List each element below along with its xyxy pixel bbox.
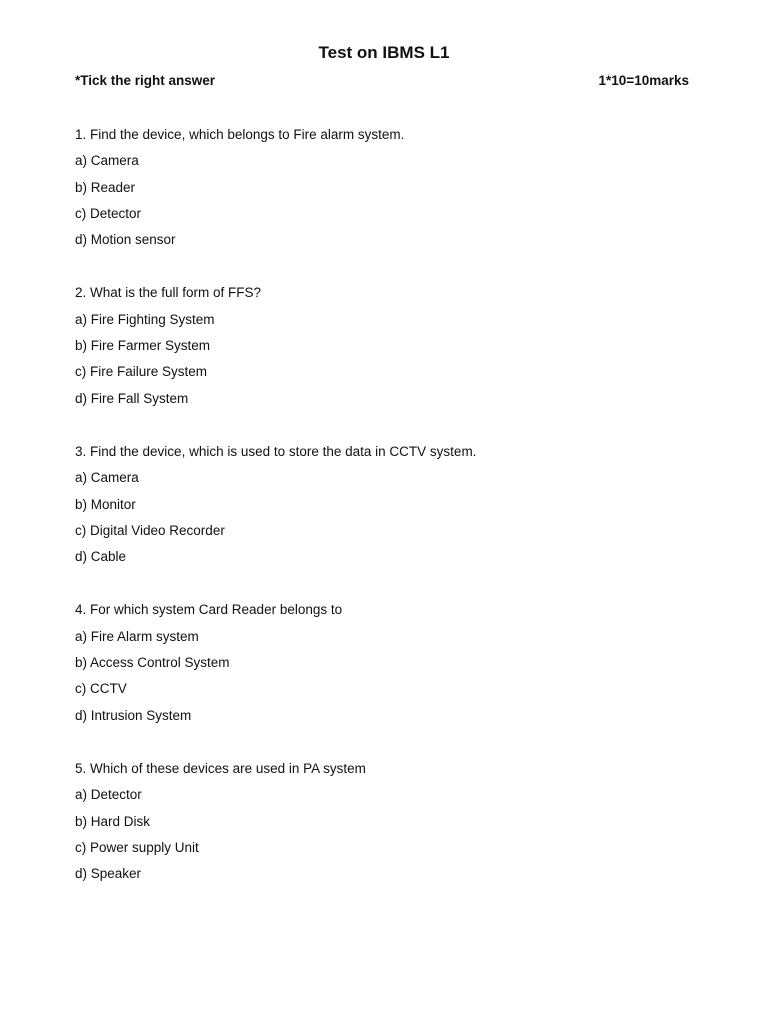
question-text: 1. Find the device, which belongs to Fire alarm system.: [75, 127, 405, 142]
instruction-row: [75, 73, 689, 88]
option-b[interactable]: b) Access Control System: [75, 655, 230, 671]
option-b[interactable]: b) Monitor: [75, 496, 136, 512]
option-a[interactable]: a) Camera: [75, 153, 139, 169]
option-a[interactable]: a) Fire Alarm system: [75, 628, 199, 644]
question-list: [75, 126, 715, 918]
option-a[interactable]: a) Camera: [75, 470, 139, 486]
question-3: [75, 443, 715, 574]
question-text: 2. What is the full form of FFS?: [75, 285, 262, 301]
option-d[interactable]: d) Cable: [75, 549, 127, 565]
option-a[interactable]: a) Fire Fighting System: [75, 311, 215, 327]
option-c[interactable]: c) Detector: [75, 205, 142, 221]
option-d[interactable]: d) Speaker: [75, 866, 142, 882]
question-text: 5. Which of these devices are used in PA system: [75, 760, 366, 776]
option-a[interactable]: a) Detector: [75, 787, 142, 803]
option-c[interactable]: c) Digital Video Recorder: [75, 522, 225, 538]
question-text: 3. Find the device, which is used to store the data in CCTV system.: [75, 443, 477, 459]
question-4: [75, 601, 715, 732]
option-d[interactable]: d) Intrusion System: [75, 707, 192, 723]
option-d[interactable]: d) Motion sensor: [75, 232, 176, 248]
option-b[interactable]: b) Fire Farmer System: [75, 338, 211, 354]
option-c[interactable]: c) Fire Failure System: [75, 364, 208, 380]
option-c[interactable]: c) CCTV: [75, 681, 127, 697]
option-b[interactable]: b) Hard Disk: [75, 813, 151, 829]
option-d[interactable]: d) Fire Fall System: [75, 390, 189, 406]
question-5: [75, 760, 715, 891]
marks-text: 1*10=10marks: [598, 73, 689, 88]
option-b[interactable]: b) Reader: [75, 179, 136, 195]
option-c[interactable]: c) Power supply Unit: [75, 839, 199, 855]
question-2: [75, 284, 715, 415]
document-title: Test on IBMS L1: [318, 43, 450, 62]
instruction-text: *Tick the right answer: [75, 73, 216, 88]
question-text: 4. For which system Card Reader belongs to: [75, 602, 343, 618]
question-1: [75, 126, 715, 257]
